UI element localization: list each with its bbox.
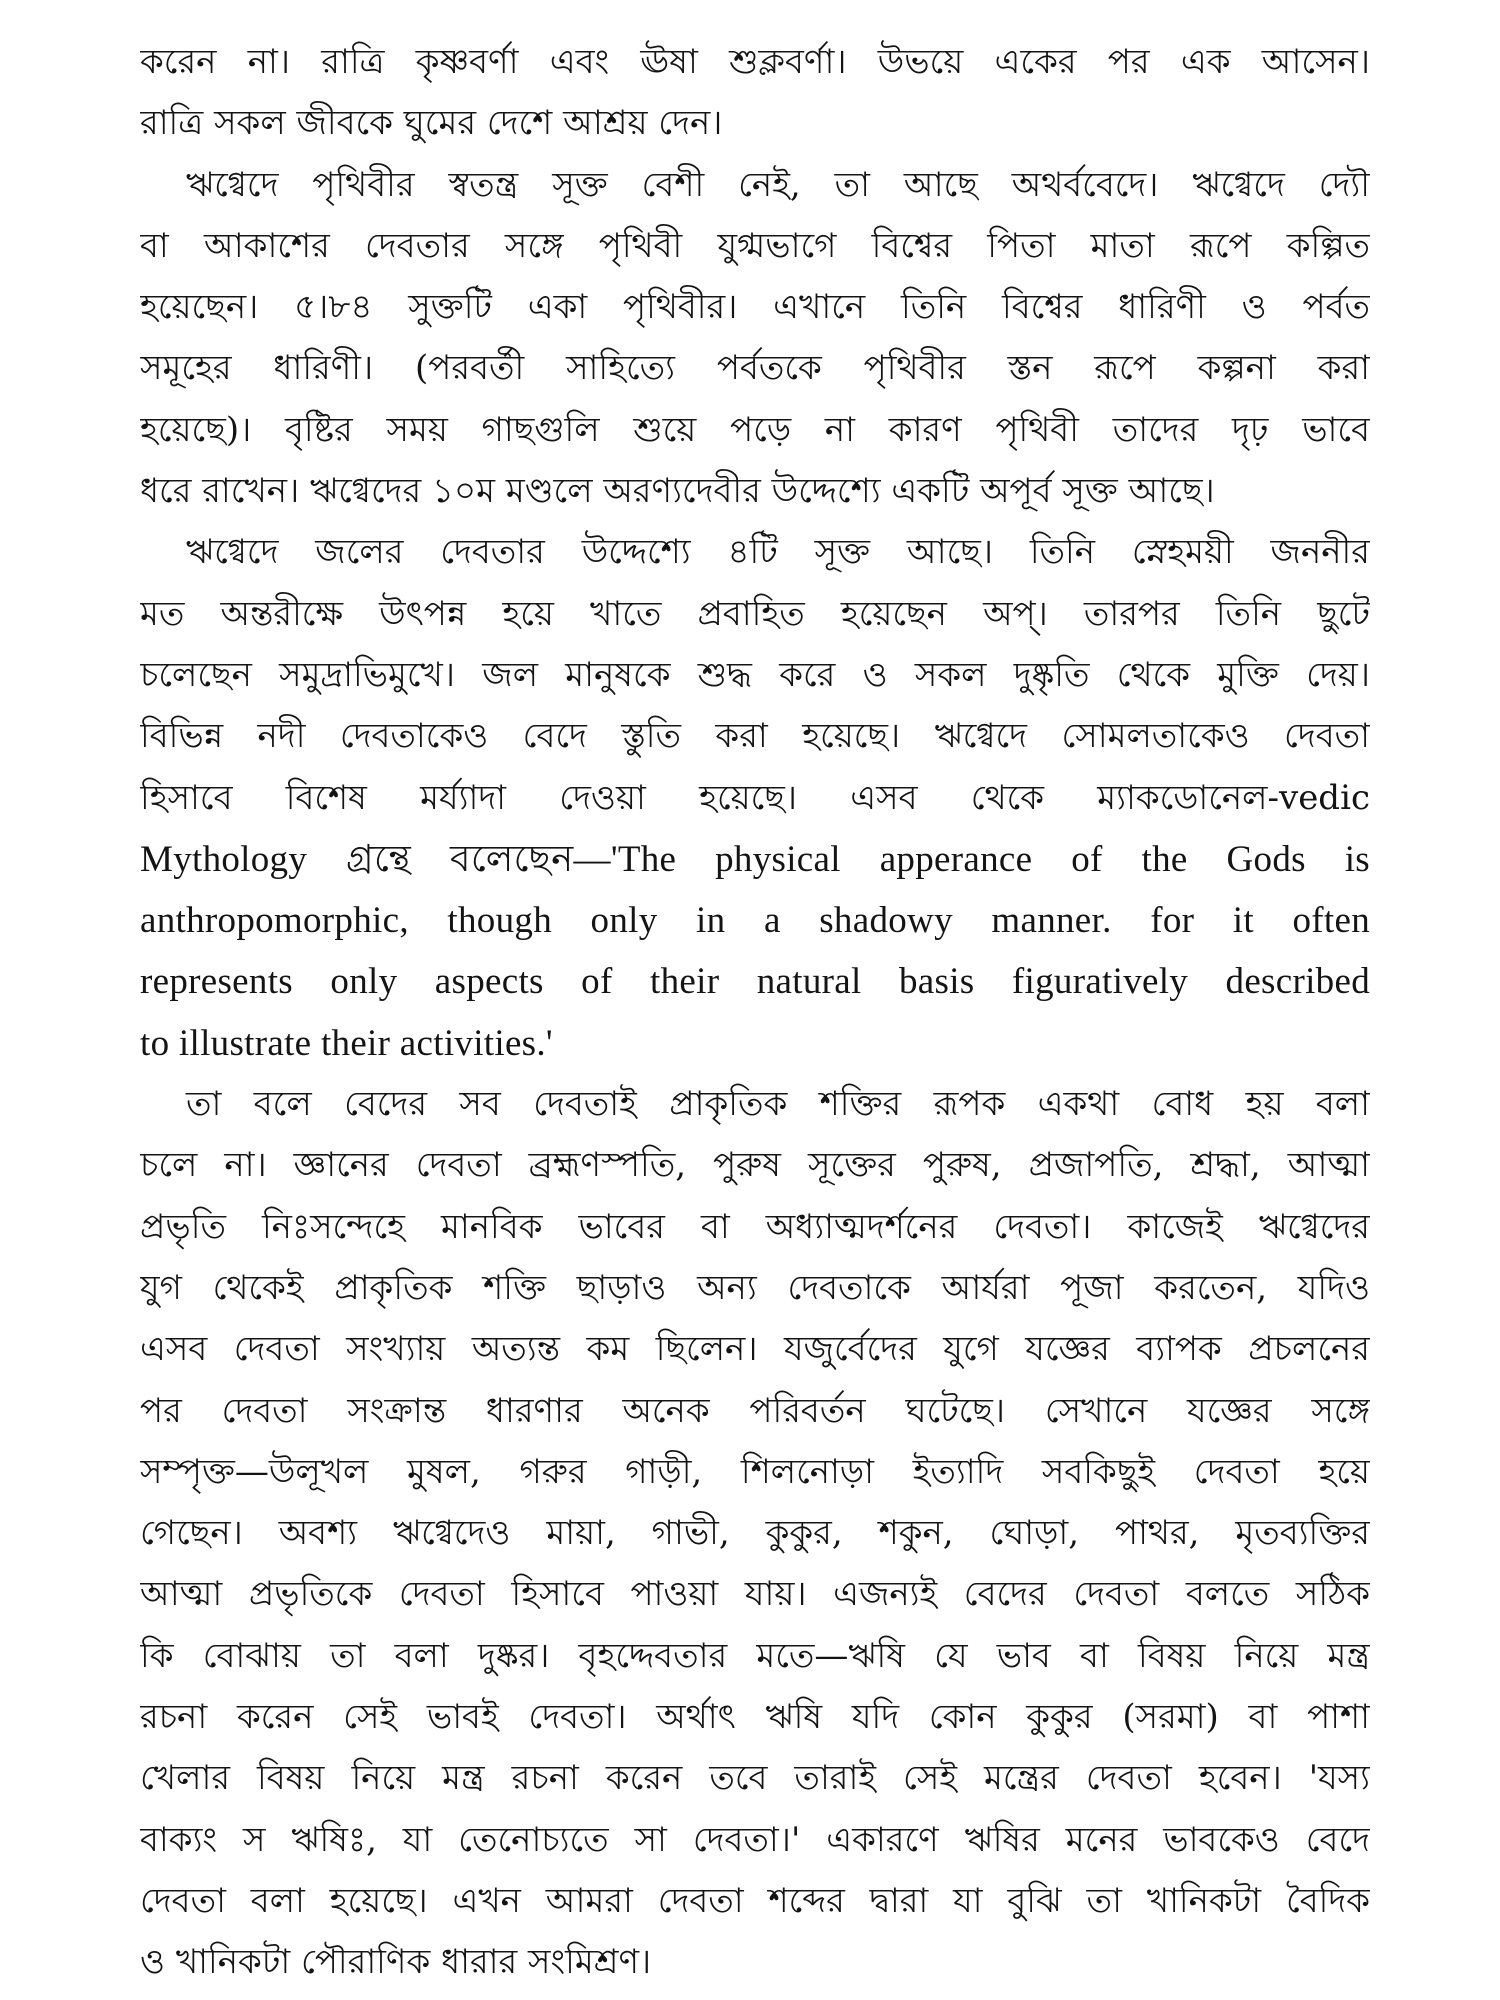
text-line: গেছেন। অবশ্য ঋগ্বেদেও মায়া, গাভী, কুকুর, শকুন, ঘোড়া, পাথর, মৃতব্যক্তির	[140, 1513, 1370, 1554]
text-line: বিভিন্ন নদী দেবতাকেও বেদে স্তুতি করা হয়েছে। ঋগ্বেদে সোমলতাকেও দেবতা	[140, 716, 1370, 757]
text-line: ঋগ্বেদে জলের দেবতার উদ্দেশ্যে ৪টি সূক্ত আছে। তিনি স্নেহময়ী জননীর	[186, 532, 1370, 573]
text-line: কি বোঝায় তা বলা দুষ্কর। বৃহদ্দেবতার মতে—ঋষি যে ভাব বা বিষয় নিয়ে মন্ত্র	[140, 1635, 1370, 1676]
text-line: বাক্যং স ঋষিঃ, যা তেনোচ্যতে সা দেবতা।' একারণে ঋষির মনের ভাবকেও বেদে	[140, 1819, 1370, 1860]
text-line: মত অন্তরীক্ষে উৎপন্ন হয়ে খাতে প্রবাহিত হয়েছেন অপ্। তারপর তিনি ছুটে	[140, 593, 1370, 634]
text-line: পর দেবতা সংক্রান্ত ধারণার অনেক পরিবর্তন ঘটেছে। সেখানে যজ্ঞের সঙ্গে	[140, 1390, 1370, 1431]
text-line: রচনা করেন সেই ভাবই দেবতা। অর্থাৎ ঋষি যদি কোন কুকুর (সরমা) বা পাশা	[140, 1697, 1370, 1738]
text-line: to illustrate their activities.'	[140, 1022, 553, 1064]
text-line: করেন না। রাত্রি কৃষ্ণবর্ণা এবং ঊষা শুক্লবর্ণা। উভয়ে একের পর এক আসেন।	[140, 42, 1370, 82]
text-line: ধরে রাখেন। ঋগ্বেদের ১০ম মণ্ডলে অরণ্যদেবীর উদ্দেশ্যে একটি অপূর্ব সূক্ত আছে।	[140, 471, 1215, 512]
text-line: anthropomorphic, though only in a shadowy manner. for it often	[140, 900, 1370, 942]
text-line: হয়েছেন। ৫।৮৪ সুক্তটি একা পৃথিবীর। এখানে তিনি বিশ্বের ধারিণী ও পর্বত	[140, 287, 1370, 328]
text-line: ঋগ্বেদে পৃথিবীর স্বতন্ত্র সূক্ত বেশী নেই, তা আছে অথর্ববেদে। ঋগ্বেদে দ্যৌ	[186, 164, 1370, 205]
text-line: এসব দেবতা সংখ্যায় অত্যন্ত কম ছিলেন। যজুর্বেদের যুগে যজ্ঞের ব্যাপক প্রচলনের	[140, 1329, 1370, 1370]
text-line: ও খানিকটা পৌরাণিক ধারার সংমিশ্রণ।	[140, 1942, 652, 1983]
text-line: প্রভৃতি নিঃসন্দেহে মানবিক ভাবের বা অধ্যাত্মদর্শনের দেবতা। কাজেই ঋগ্বেদের	[140, 1206, 1370, 1247]
text-line: চলেছেন সমুদ্রাভিমুখে। জল মানুষকে শুদ্ধ করে ও সকল দুষ্কৃতি থেকে মুক্তি দেয়।	[140, 654, 1370, 695]
text-line: হয়েছে)। বৃষ্টির সময় গাছগুলি শুয়ে পড়ে না কারণ পৃথিবী তাদের দৃঢ় ভাবে	[140, 409, 1370, 450]
text-line: আত্মা প্রভৃতিকে দেবতা হিসাবে পাওয়া যায়। এজন্যই বেদের দেবতা বলতে সঠিক	[140, 1574, 1370, 1615]
text-line: দেবতা বলা হয়েছে। এখন আমরা দেবতা শব্দের দ্বারা যা বুঝি তা খানিকটা বৈদিক	[140, 1880, 1370, 1921]
text-line: তা বলে বেদের সব দেবতাই প্রাকৃতিক শক্তির রূপক একথা বোধ হয় বলা	[186, 1084, 1370, 1125]
text-line: খেলার বিষয় নিয়ে মন্ত্র রচনা করেন তবে তারাই সেই মন্ত্রের দেবতা হবেন। 'যস্য	[140, 1758, 1370, 1799]
text-line: বা আকাশের দেবতার সঙ্গে পৃথিবী যুগ্মভাগে বিশ্বের পিতা মাতা রূপে কল্পিত	[140, 225, 1370, 266]
text-line: চলে না। জ্ঞানের দেবতা ব্রহ্মণস্পতি, পুরুষ সূক্তের পুরুষ, প্রজাপতি, শ্রদ্ধা, আত্মা	[140, 1145, 1370, 1186]
text-line: represents only aspects of their natural basis figuratively described	[140, 961, 1370, 1003]
text-line: রাত্রি সকল জীবকে ঘুমের দেশে আশ্রয় দেন।	[140, 103, 723, 144]
text-line: সমূহের ধারিণী। (পরবর্তী সাহিত্যে পর্বতকে পৃথিবীর স্তন রূপে কল্পনা করা	[140, 348, 1370, 389]
page-text	[140, 32, 1370, 1994]
text-line: হিসাবে বিশেষ মর্য্যাদা দেওয়া হয়েছে। এসব থেকে ম্যাকডোনেল-vedic	[140, 777, 1370, 818]
text-line: Mythology গ্রন্থে বলেছেন—'The physical apperance of the Gods is	[140, 838, 1370, 880]
text-line: সম্পৃক্ত—উলূখল মুষল, গরুর গাড়ী, শিলনোড়া ইত্যাদি সবকিছুই দেবতা হয়ে	[140, 1451, 1370, 1492]
text-line: যুগ থেকেই প্রাকৃতিক শক্তি ছাড়াও অন্য দেবতাকে আর্যরা পূজা করতেন, যদিও	[140, 1267, 1370, 1308]
